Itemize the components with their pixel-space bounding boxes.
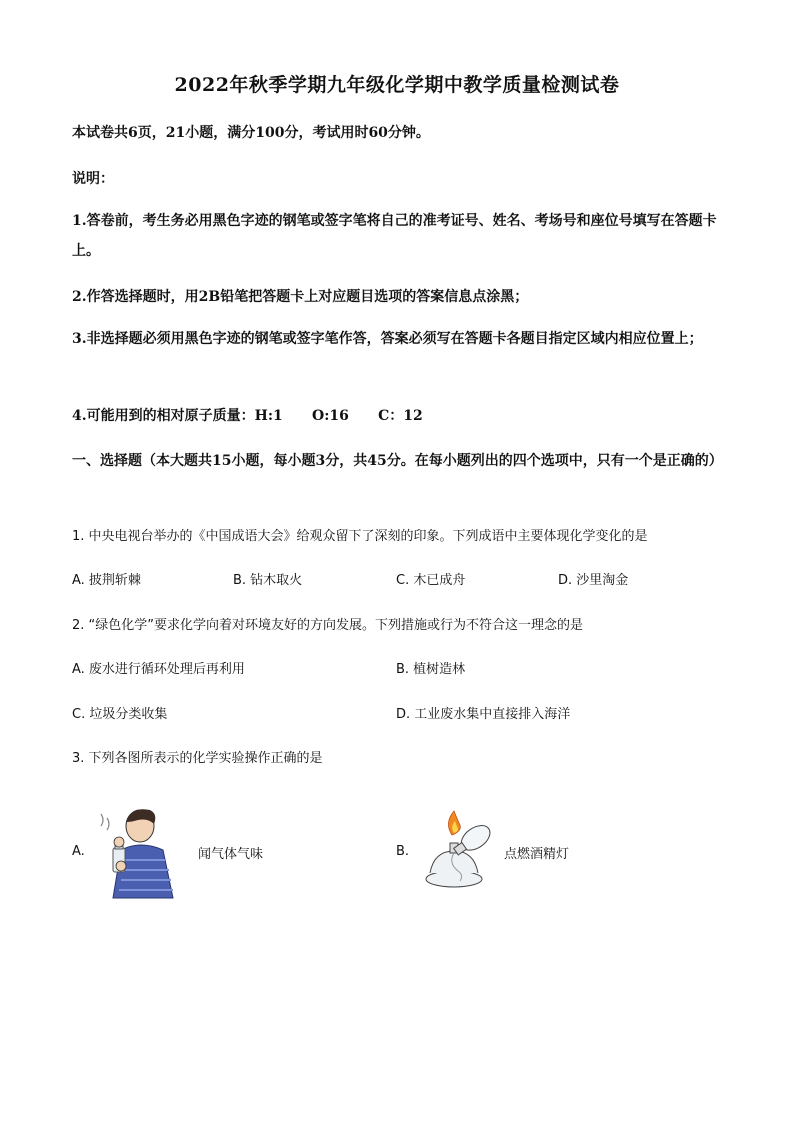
q1-option-c: C. 木已成舟 <box>396 573 466 588</box>
figure-label-b: 点燃酒精灯 <box>504 847 570 862</box>
q2-option-d: D. 工业废水集中直接排入海洋 <box>396 707 571 722</box>
question-2-stem: 2. “绿色化学”要求化学向着对环境友好的方向发展。下列措施或行为不符合这一理念的是 <box>72 618 584 633</box>
note-1: 1.答卷前，考生务必用黑色字迹的钢笔或签字笔将自己的准考证号、姓名、考场号和座位号填写在答题卡上。 <box>72 213 717 259</box>
q3-option-a: A. <box>72 844 85 859</box>
note-3: 3.非选择题必须用黑色字迹的钢笔或签字笔作答，答案必须写在答题卡各题目指定区域内相应位置上； <box>72 331 703 347</box>
q1-option-d: D. 沙里淘金 <box>558 573 629 588</box>
section-1-heading: 一、选择题（本大题共15小题，每小题3分，共45分。在每小题列出的四个选项中，只有一个是正确的） <box>72 453 723 469</box>
question-1-stem: 1. 中央电视台举办的《中国成语大会》给观众留下了深刻的印象。下列成语中主要体现化学变化的是 <box>72 529 648 544</box>
exam-intro: 本试卷共6页，21小题，满分100分，考试用时60分钟。 <box>72 125 430 141</box>
figure-label-a: 闻气体气味 <box>198 847 264 862</box>
note-2: 2.作答选择题时，用2B铅笔把答题卡上对应题目选项的答案信息点涂黑； <box>72 289 529 305</box>
alcohol-lamp-figure <box>414 805 504 895</box>
notes-heading: 说明： <box>72 171 114 187</box>
q1-option-b: B. 钻木取火 <box>233 573 303 588</box>
note-4: 4.可能用到的相对原子质量：H:1 O:16 C：12 <box>72 408 423 424</box>
question-3-stem: 3. 下列各图所表示的化学实验操作正确的是 <box>72 751 323 766</box>
q3-option-b: B. <box>396 844 410 859</box>
q2-option-a: A. 废水进行循环处理后再利用 <box>72 662 245 677</box>
q2-option-c: C. 垃圾分类收集 <box>72 707 168 722</box>
exam-title: 2022年秋季学期九年级化学期中教学质量检测试卷 <box>174 74 620 96</box>
smelling-gas-figure <box>95 800 195 900</box>
q1-option-a: A. 披荆斩棘 <box>72 573 141 588</box>
q2-option-b: B. 植树造林 <box>396 662 466 677</box>
